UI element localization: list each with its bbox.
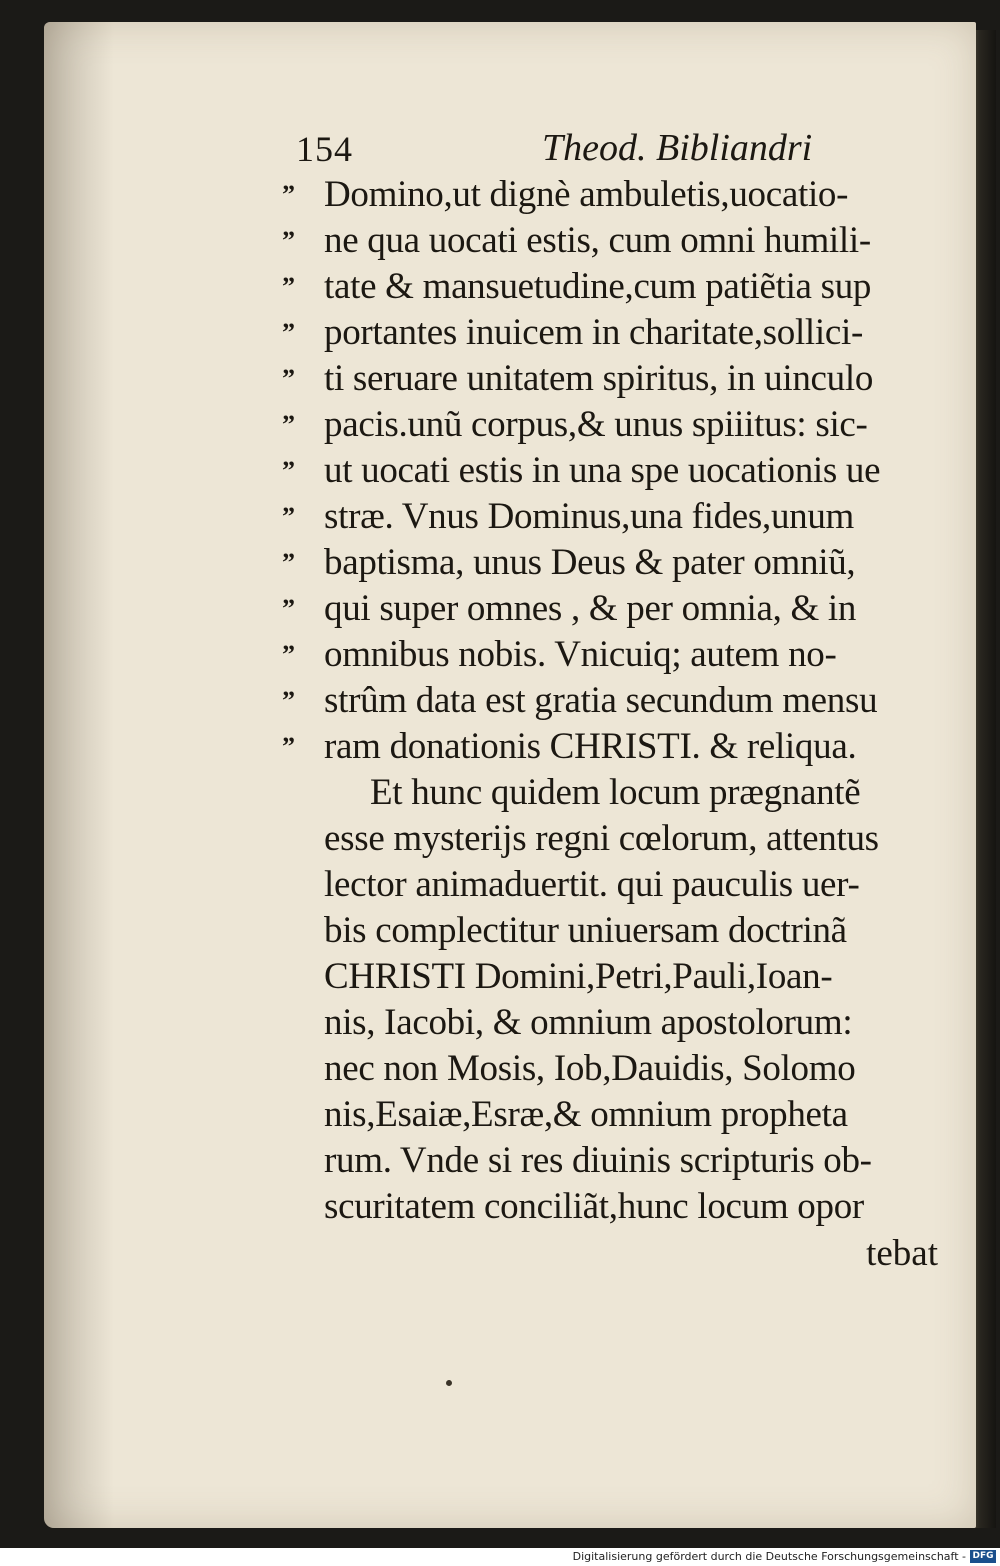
quoted-line: ” portantes inuicem in charitate,sollici- bbox=[282, 310, 954, 356]
paragraph-line: CHRISTI Domini,Petri,Pauli,Ioan- bbox=[324, 956, 833, 997]
quoted-passage bbox=[282, 172, 954, 770]
quoted-line: ” baptisma, unus Deus & pater omniũ, bbox=[282, 540, 954, 586]
quote-mark: ” bbox=[282, 226, 295, 255]
catchword: tebat bbox=[866, 1233, 938, 1274]
quote-mark: ” bbox=[282, 272, 295, 301]
quote-mark: ” bbox=[282, 548, 295, 577]
paragraph-line: nis,Esaiæ,Esræ,& omnium propheta bbox=[324, 1094, 848, 1135]
quote-mark: ” bbox=[282, 180, 295, 209]
quoted-line: ” ram donationis CHRISTI. & reliqua. bbox=[282, 724, 954, 770]
quoted-line: ” ut uocati estis in una spe uocationis ue bbox=[282, 448, 954, 494]
paragraph-line: esse mysterijs regni cœlorum, attentus bbox=[324, 818, 879, 859]
quoted-line: ” Domino,ut dignè ambuletis,uocatio- bbox=[282, 172, 954, 218]
quoted-line: ” pacis.unũ corpus,& unus spiiitus: sic- bbox=[282, 402, 954, 448]
running-head: Theod. Bibliandri bbox=[542, 127, 813, 169]
gutter-shadow bbox=[44, 22, 114, 1528]
dfg-logo-icon: DFG bbox=[970, 1550, 996, 1563]
quote-mark: ” bbox=[282, 410, 295, 439]
paragraph-line: scuritatem conciliãt,hunc locum opor bbox=[324, 1186, 864, 1227]
funding-notice: Digitalisierung gefördert durch die Deutsche Forschungsgemeinschaft - bbox=[572, 1550, 966, 1563]
footer-bar bbox=[0, 1548, 1000, 1566]
page-number: 154 bbox=[296, 129, 353, 169]
paragraph-line: Et hunc quidem locum prægnantẽ bbox=[370, 772, 861, 813]
quoted-line: ” ti seruare unitatem spiritus, in uinculo bbox=[282, 356, 954, 402]
body-paragraph bbox=[282, 770, 954, 1230]
quote-mark: ” bbox=[282, 364, 295, 393]
text-block bbox=[282, 120, 954, 1278]
quoted-line: ” tate & mansuetudine,cum patiẽtia sup bbox=[282, 264, 954, 310]
quote-mark: ” bbox=[282, 502, 295, 531]
quoted-line: ” strûm data est gratia secundum mensu bbox=[282, 678, 954, 724]
paragraph-line: rum. Vnde si res diuinis scripturis ob- bbox=[324, 1140, 872, 1181]
page-header bbox=[282, 120, 954, 172]
quoted-line: ” omnibus nobis. Vnicuiq; autem no- bbox=[282, 632, 954, 678]
quote-mark: ” bbox=[282, 318, 295, 347]
quote-mark: ” bbox=[282, 456, 295, 485]
paragraph-line: bis complectitur uniuersam doctrinã bbox=[324, 910, 847, 951]
quoted-line: ” stræ. Vnus Dominus,una fides,unum bbox=[282, 494, 954, 540]
quoted-line: ” ne qua uocati estis, cum omni humili- bbox=[282, 218, 954, 264]
quote-mark: ” bbox=[282, 594, 295, 623]
quote-mark: ” bbox=[282, 640, 295, 669]
paragraph-line: nec non Mosis, Iob,Dauidis, Solomo bbox=[324, 1048, 856, 1089]
quote-mark: ” bbox=[282, 732, 295, 761]
quoted-line: ” qui super omnes , & per omnia, & in bbox=[282, 586, 954, 632]
paragraph-line: nis, Iacobi, & omnium apostolorum: bbox=[324, 1002, 853, 1043]
paragraph-line: lector animaduertit. qui pauculis uer- bbox=[324, 864, 860, 905]
quote-mark: ” bbox=[282, 686, 295, 715]
